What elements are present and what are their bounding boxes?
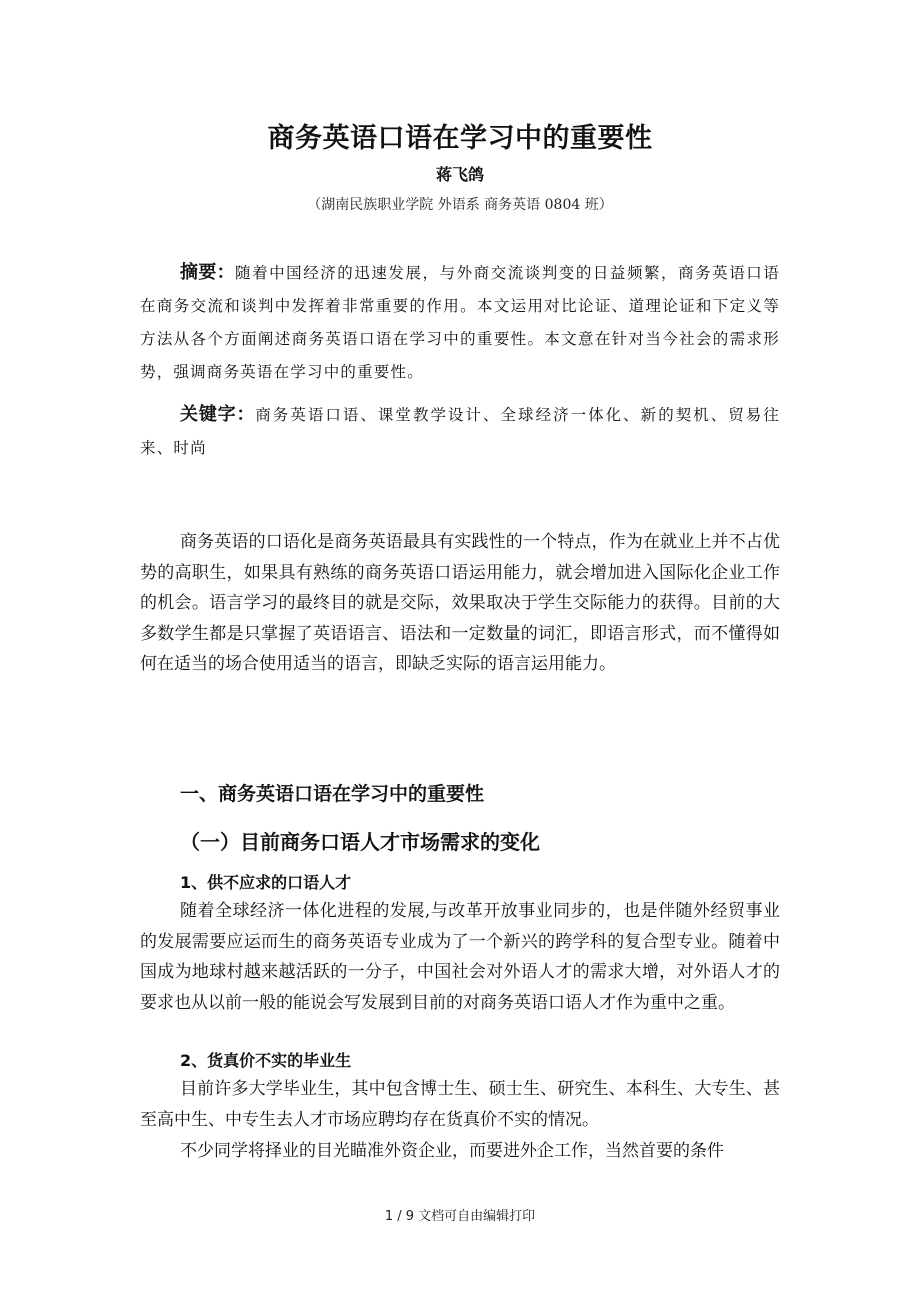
document-title: 商务英语口语在学习中的重要性 xyxy=(267,123,653,154)
item-2-paragraph-1: 目前许多大学毕业生，其中包含博士生、硕士生、研究生、本科生、大专生、甚至高中生、中专生去人才市场应聘均存在货真价不实的情况。 xyxy=(140,1079,780,1130)
keywords-paragraph xyxy=(140,398,780,465)
intro-paragraph: 商务英语的口语化是商务英语最具有实践性的一个特点，作为在就业上并不占优势的高职生，如果具有熟练的商务英语口语运用能力，就会增加进入国际化企业工作的机会。语言学习的最终目的就是交际，效果取决于学生交际能力的获得。目前的大多数学生都是只掌握了英语语言、语法和一定数量的词汇，即语言形式，而不懂得如何在适当的场合使用适当的语言，即缺乏实际的语言运用能力。 xyxy=(140,532,780,674)
item-heading-2: 2、货真价不实的毕业生 xyxy=(180,1051,352,1070)
abstract-paragraph xyxy=(140,256,780,389)
abstract-label: 摘要： xyxy=(180,262,236,283)
item-1-paragraph: 随着全球经济一体化进程的发展,与改革开放事业同步的，也是伴随外经贸事业的发展需要应运而生的商务英语专业成为了一个新兴的跨学科的复合型专业。随着中国成为地球村越来越活跃的一分子，中国社会对外语人才的需求大增，对外语人才的要求也从以前一般的能说会写发展到目前的对商务英语口语人才作为重中之重。 xyxy=(140,901,780,1013)
subsection-heading: （一）目前商务口语人才市场需求的变化 xyxy=(180,830,540,854)
author-affiliation: （湖南民族职业学院 外语系 商务英语 0804 班） xyxy=(307,197,613,213)
keywords-label: 关键字： xyxy=(180,404,256,425)
keywords-text: 商务英语口语、课堂教学设计、全球经济一体化、新的契机、贸易往来、时尚 xyxy=(140,406,780,457)
page-footer: 1 / 9 文档可自由编辑打印 xyxy=(384,1209,536,1224)
author-name: 蒋飞鸽 xyxy=(435,165,484,184)
item-heading-1: 1、供不应求的口语人才 xyxy=(180,873,352,892)
item-2-paragraph-2: 不少同学将择业的目光瞄准外资企业，而要进外企工作，当然首要的条件 xyxy=(180,1141,724,1161)
abstract-text: 随着中国经济的迅速发展，与外商交流谈判变的日益频繁，商务英语口语在商务交流和谈判中发挥着非常重要的作用。本文运用对比论证、道理论证和下定义等方法从各个方面阐述商务英语口语在学习中的重要性。本文意在针对当今社会的需求形势，强调商务英语在学习中的重要性。 xyxy=(140,264,781,381)
section-heading: 一、商务英语口语在学习中的重要性 xyxy=(180,783,485,805)
